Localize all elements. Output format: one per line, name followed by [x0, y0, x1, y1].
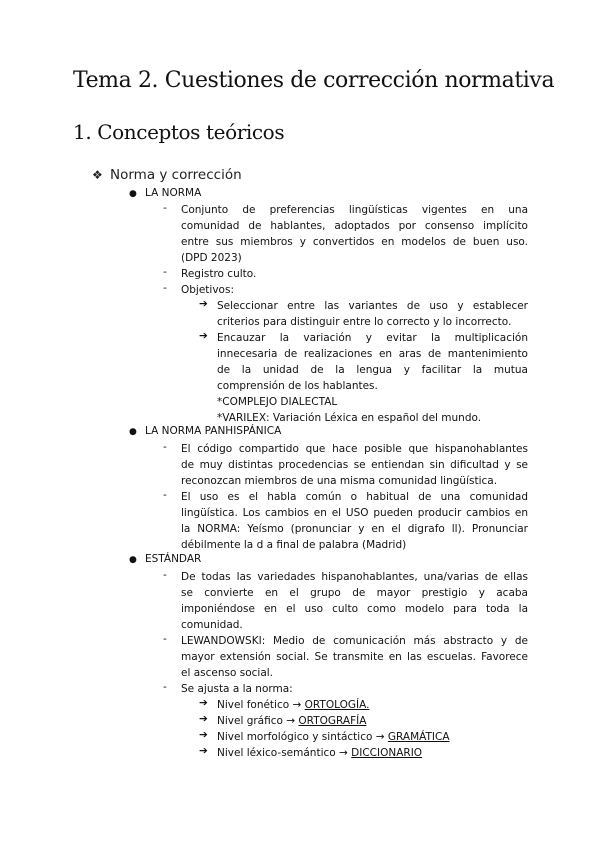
text-line: lingüística. Los cambios en el USO pueden producir cambios en — [181, 507, 528, 519]
arrow-icon: ➔ — [199, 330, 208, 342]
text-line: Objetivos: — [181, 284, 234, 296]
dash-icon: - — [163, 202, 167, 214]
text-line: Encauzar la variación y evitar la multiplicación — [217, 332, 528, 344]
text-line: se convierte en el grupo de mayor prestigio y acaba — [181, 587, 528, 599]
text-line: de la unidad de la lengua y facilitar la mutua — [217, 364, 528, 376]
item-label: LA NORMA PANHISPÁNICA — [145, 425, 282, 437]
arrow-icon: ➔ — [199, 697, 208, 709]
text-line: (DPD 2023) — [181, 252, 242, 264]
text-line: entre sus miembros y convertidos en modelos de buen uso. — [181, 236, 528, 248]
item-label: LA NORMA — [145, 187, 202, 199]
text-line: innecesaria de realizaciones en aras de mantenimiento — [217, 348, 528, 360]
subsection-heading — [92, 167, 242, 183]
note-varilex: *VARILEX: Variación Léxica en español del mundo. — [217, 412, 482, 424]
dash-icon: - — [163, 282, 167, 294]
nivel-label: Nivel morfológico y sintáctico → — [217, 731, 388, 743]
text-line: Registro culto. — [181, 268, 257, 280]
list-item-norma-panhispanica — [129, 425, 281, 437]
text-line: el ascenso social. — [181, 667, 274, 679]
text-line: débilmente la d a final de palabra (Madrid) — [181, 539, 407, 551]
text-line: El uso es el habla común o habitual de una comunidad — [181, 491, 528, 503]
item-label: ESTÁNDAR — [145, 553, 202, 565]
text-line: la NORMA: Yeísmo (pronunciar y en el digrafo ll). Pronunciar — [181, 523, 528, 535]
nivel-label: Nivel gráfico → — [217, 715, 299, 727]
text-line: mayor extensión social. Se transmite en las escuelas. Favorece — [181, 651, 528, 663]
dash-icon: - — [163, 441, 167, 453]
text-line: reconozcan miembros de una misma comunidad lingüística. — [181, 475, 498, 487]
dash-icon: - — [163, 681, 167, 693]
dash-icon: - — [163, 266, 167, 278]
text-line: imponiéndose en el uso culto como modelo para toda la — [181, 603, 528, 615]
diamond-bullet-icon: ❖ — [92, 168, 103, 182]
text-line: comunidad de hablantes, adoptados por consenso implícito — [181, 220, 528, 232]
arrow-icon: ➔ — [199, 298, 208, 310]
bullet-icon: ● — [129, 427, 137, 437]
nivel-label: Nivel fonético → — [217, 699, 305, 711]
link-diccionario[interactable]: DICCIONARIO — [351, 747, 423, 759]
text-line: Se ajusta a la norma: — [181, 683, 293, 695]
bullet-icon: ● — [129, 189, 137, 199]
page-title: Tema 2. Cuestiones de corrección normativa — [73, 68, 555, 93]
text-line: El código compartido que hace posible que hispanohablantes — [181, 443, 528, 455]
bullet-icon: ● — [129, 555, 137, 565]
dash-icon: - — [163, 569, 167, 581]
dash-icon: - — [163, 633, 167, 645]
nivel-label: Nivel léxico-semántico → — [217, 747, 352, 759]
subsection-label: Norma y corrección — [110, 167, 242, 183]
note-complejo-dialectal: *COMPLEJO DIALECTAL — [217, 396, 338, 408]
link-ortografia[interactable]: ORTOGRAFÍA — [298, 715, 367, 727]
text-line: criterios para distinguir entre lo correcto y lo incorrecto. — [217, 316, 512, 328]
arrow-icon: ➔ — [199, 729, 208, 741]
text-line: de muy distintas procedencias se entiendan sin dificultad y se — [181, 459, 528, 471]
arrow-icon: ➔ — [199, 745, 208, 757]
text-line: Seleccionar entre las variantes de uso y establecer — [217, 300, 528, 312]
text-line: comprensión de los hablantes. — [217, 380, 378, 392]
arrow-icon: ➔ — [199, 713, 208, 725]
section-title: 1. Conceptos teóricos — [73, 120, 285, 144]
dash-icon: - — [163, 489, 167, 501]
text-line: De todas las variedades hispanohablantes, una/varias de ellas — [181, 571, 528, 583]
text-line: LEWANDOWSKI: Medio de comunicación más abstracto y de — [181, 635, 528, 647]
list-item-estandar — [129, 553, 201, 565]
link-gramatica[interactable]: GRAMÁTICA — [387, 731, 450, 743]
text-line: Conjunto de preferencias lingüísticas vigentes en una — [181, 204, 528, 216]
text-line: comunidad. — [181, 619, 243, 631]
list-item-la-norma — [129, 187, 201, 199]
link-ortologia[interactable]: ORTOLOGÍA. — [304, 699, 370, 711]
